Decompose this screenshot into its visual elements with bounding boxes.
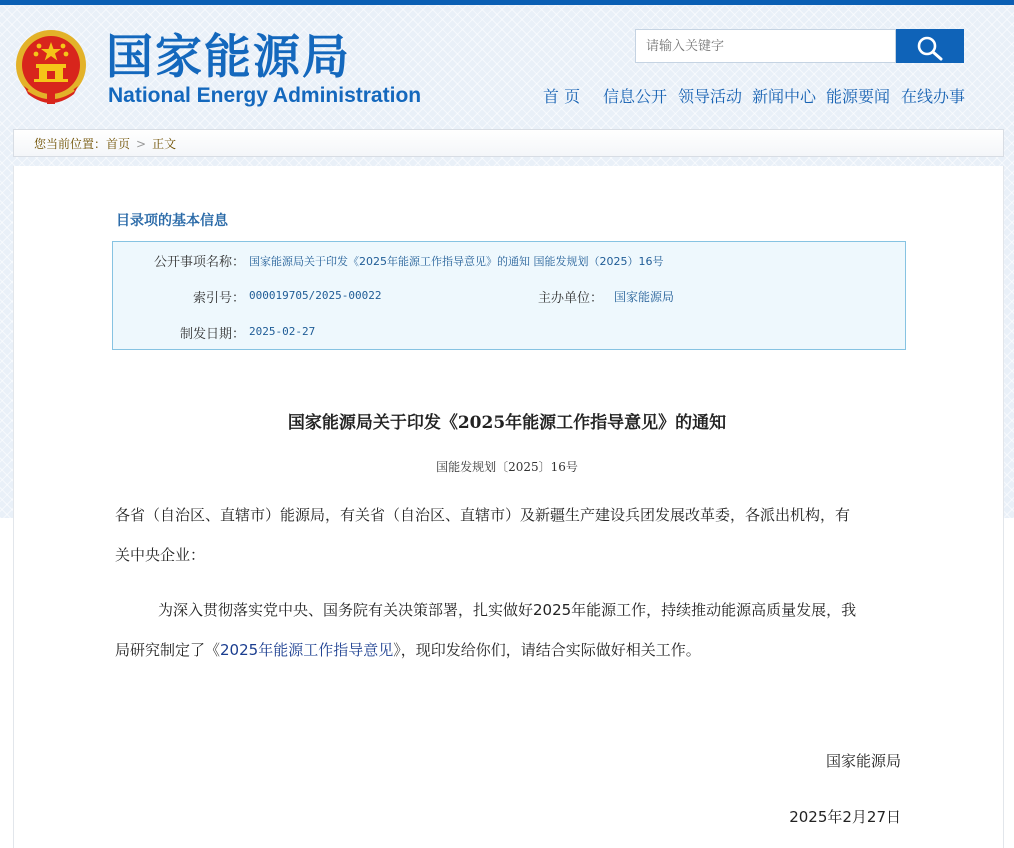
body-line-2-suffix: 》，现印发给你们，请结合实际做好相关工作。 [393,641,701,659]
nav-item-leadership[interactable]: 领导活动 [678,87,743,106]
addressee-line-1: 各省（自治区、直辖市）能源局，有关省（自治区、直辖市）及新疆生产建设兵团发展改革委，各派出机构，有 [115,506,851,524]
body-line-2-prefix: 局研究制定了《 [115,641,221,659]
body-line-1: 为深入贯彻落实党中央、国务院有关决策部署，扎实做好2025年能源工作，持续推动能源高质量发展，我 [158,601,857,619]
nav-item-online-service[interactable]: 在线办事 [901,87,966,106]
signature: 国家能源局 [825,752,901,770]
site-title-english: National Energy Administration [108,84,422,107]
nav-item-info-disclosure[interactable]: 信息公开 [603,87,668,106]
national-emblem-icon [14,28,88,106]
breadcrumb-home-link[interactable]: 首页 [106,137,131,151]
info-name-label: 公开事项名称： [153,255,245,270]
search-button[interactable] [896,29,964,63]
sign-date: 2025年2月27日 [789,808,901,826]
nav-item-home[interactable]: 首 页 [543,87,581,106]
breadcrumb [34,135,176,152]
nav-item-news[interactable]: 新闻中心 [752,87,817,106]
info-name-value: 国家能源局关于印发《2025年能源工作指导意见》的通知 国能发规划（2025）16号 [249,255,664,268]
info-index-value: 000019705/2025-00022 [249,289,382,302]
search-icon [916,35,944,61]
site-title-chinese: 国家能源局 [106,30,351,85]
info-index-label: 索引号： [192,291,245,306]
nav-item-energy-news[interactable]: 能源要闻 [826,87,891,106]
breadcrumb-separator: > [136,137,147,151]
info-date-label: 制发日期： [179,327,245,342]
info-section-title: 目录项的基本信息 [116,213,228,229]
search-input[interactable] [635,29,896,63]
info-org-label: 主办单位： [537,291,603,306]
guidance-document-link[interactable]: 2025年能源工作指导意见 [220,641,394,659]
breadcrumb-prefix: 您当前位置： [34,137,107,151]
info-box [112,241,906,350]
document-number: 国能发规划〔2025〕16号 [436,460,578,474]
addressee-line-2: 关中央企业： [115,546,206,564]
breadcrumb-bar [13,129,1004,157]
info-date-value: 2025-02-27 [249,325,316,338]
breadcrumb-current: 正文 [152,137,177,151]
document-title: 国家能源局关于印发《2025年能源工作指导意见》的通知 [287,413,727,433]
body-line-2 [115,630,701,670]
info-org-value: 国家能源局 [614,290,675,304]
